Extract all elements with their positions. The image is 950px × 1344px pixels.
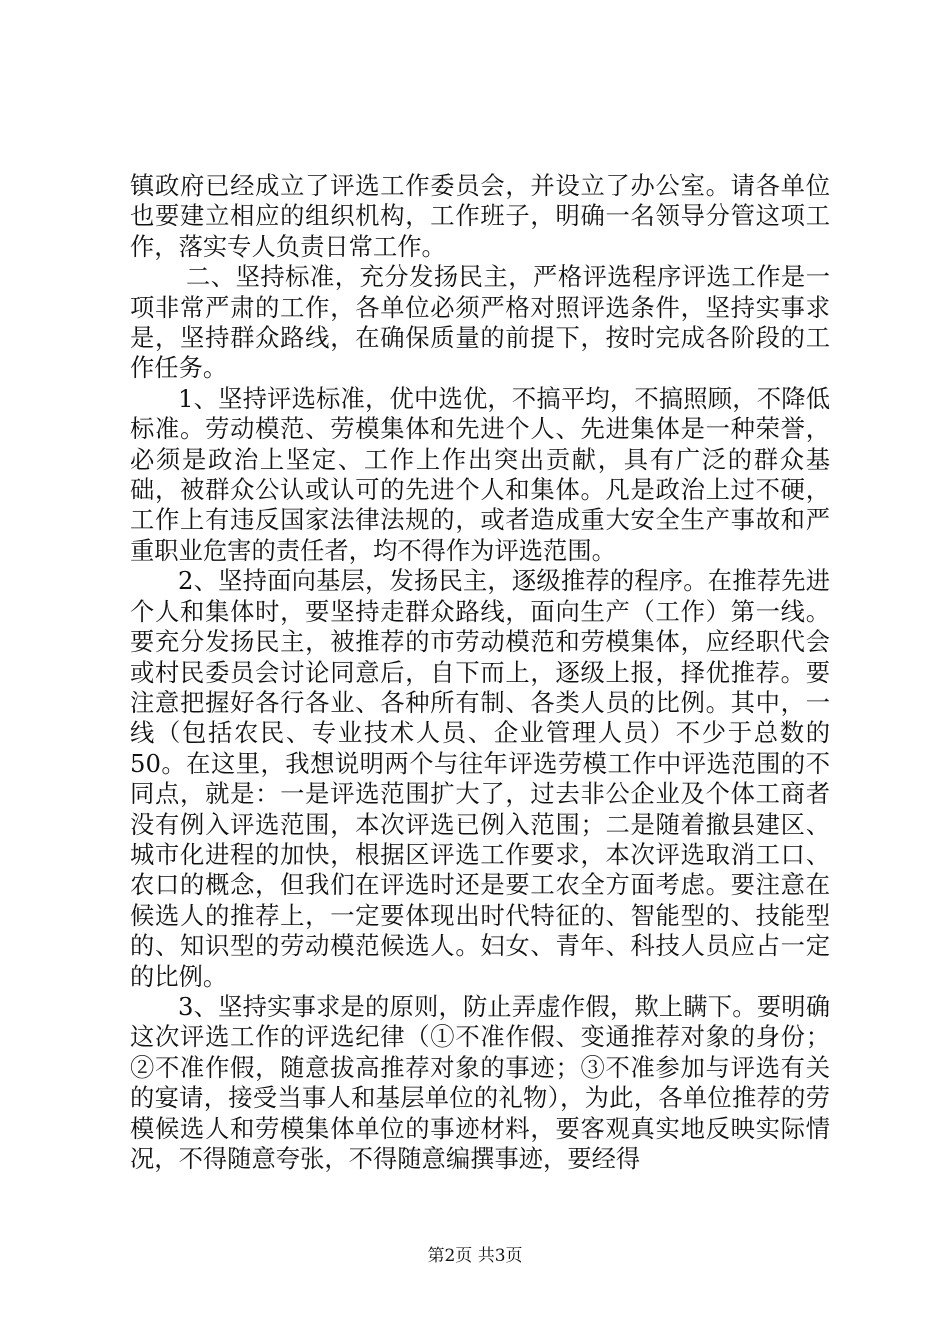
page-number-footer: 第2页 共3页 <box>427 1246 523 1266</box>
paragraph-continuation: 镇政府已经成立了评选工作委员会，并设立了办公室。请各单位也要建立相应的组织机构，工作班子，明确一名领导分管这项工作，落实专人负责日常工作。 <box>130 171 830 261</box>
paragraph-section-two: 二、坚持标准，充分发扬民主，严格评选程序评选工作是一项非常严肃的工作，各单位必须严格对照评选条件，坚持实事求是，坚持群众路线，在确保质量的前提下，按时完成各阶段的工作任务。 <box>130 262 830 383</box>
paragraph-item-one: 1、坚持评选标准，优中选优，不搞平均，不搞照顾，不降低标准。劳动模范、劳模集体和先进个人、先进集体是一种荣誉，必须是政治上坚定、工作上作出突出贡献，具有广泛的群众基础，被群众公认或认可的先进个人和集体。凡是政治上过不硬，工作上有违反国家法律法规的，或者造成重大安全生产事故和严重职业危害的责任者，均不得作为评选范围。 <box>130 383 830 565</box>
paragraph-item-two: 2、坚持面向基层，发扬民主，逐级推荐的程序。在推荐先进个人和集体时，要坚持走群众路线，面向生产（工作）第一线。要充分发扬民主，被推荐的市劳动模范和劳模集体，应经职代会或村民委员会讨论同意后，自下而上，逐级上报，择优推荐。要注意把握好各行各业、各种所有制、各类人员的比例。其中，一线（包括农民、专业技术人员、企业管理人员）不少于总数的50。在这里，我想说明两个与往年评选劳模工作中评选范围的不同点，就是：一是评选范围扩大了，过去非公企业及个体工商者没有例入评选范围，本次评选已例入范围；二是随着撤县建区、城市化进程的加快，根据区评选工作要求，本次评选取消工口、农口的概念，但我们在评选时还是要工农全方面考虑。要注意在候选人的推荐上，一定要体现出时代特征的、智能型的、技能型的、知识型的劳动模范候选人。妇女、青年、科技人员应占一定的比例。 <box>130 566 830 991</box>
paragraph-item-three: 3、坚持实事求是的原则，防止弄虚作假，欺上瞒下。要明确这次评选工作的评选纪律（①不准作假、变通推荐对象的身份；②不准作假，随意拔高推荐对象的事迹；③不准参加与评选有关的宴请，接受当事人和基层单位的礼物），为此，各单位推荐的劳模候选人和劳模集体单位的事迹材料，要客观真实地反映实际情况，不得随意夸张，不得随意编撰事迹，要经得 <box>130 991 830 1173</box>
document-body <box>130 171 830 1174</box>
